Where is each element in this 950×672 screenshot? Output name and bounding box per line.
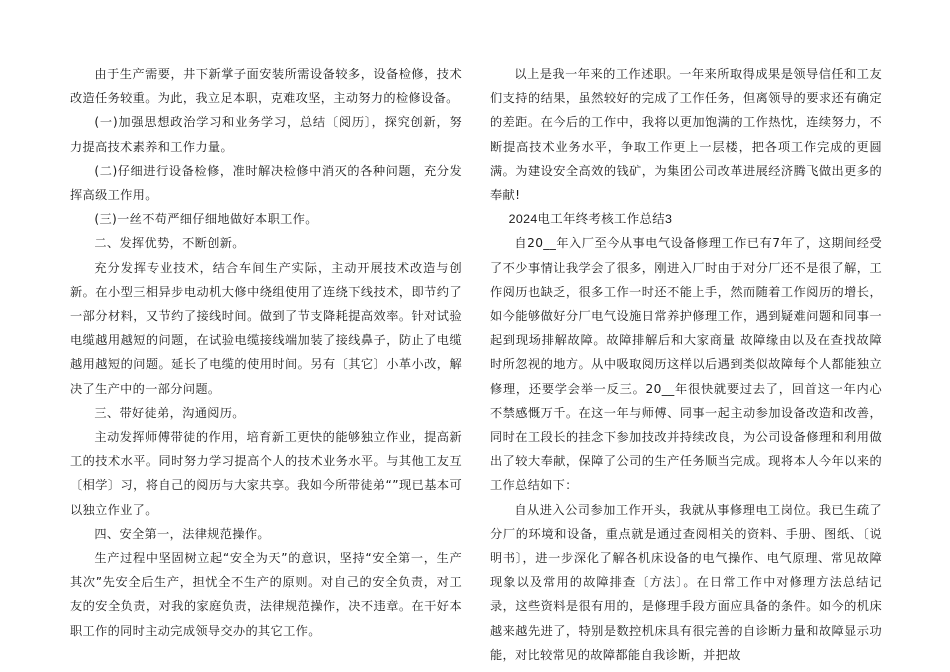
paragraph-summary-intro: 自20__年入厂至今从事电气设备修理工作已有7年了，这期间经受了不少事情让我学会了很多，刚进入厂时由于对分厂还不是很了解，工作阅历也缺乏，很多工作一时还不能上手，然而随着工作阅历的增长，如今能够做好分厂电气设施日常养护修理工作，遇到疑难问题和同事一起到现场排解故障。故障排解后和大家商量 故障缘由以及在查找故障时所忽视的地方。从中吸取阅历这样以后遇到类似故障每个人都能独立修理，还要学会举一反三。20__年很快就要过去了，回首这一年内心不禁感慨万千。在这一年与师傅、同事一起主动参加设备改造和改善，同时在工段长的挂念下参加技改并持续改良，为公司设备修理和利用做出了较大奉献，保障了公司的生产任务顺当完成。现将本人今年以来的工作总结如下：	[490, 236, 882, 493]
section-heading-3: 三、带好徒弟，沟通阅历。	[94, 405, 245, 420]
paragraph-conclusion: 以上是我一年来的工作述职。一年来所取得成果是领导信任和工友们支持的结果，虽然较好的完成了工作任务，但离领导的要求还有确定的差距。在今后的工作中，我将以更加饱满的工作热忱，连续努力，不断提高技术业务水平，争取工作更上一层楼，把各项工作完成的更圆满。为建设安全高效的钱矿，为集团公司改革进展经济腾飞做出更多的奉献!	[490, 67, 882, 203]
paragraph-innovation: 充分发挥专业技术，结合车间生产实际，主动开展技术改造与创新。在小型三相异步电动机大修中绕组使用了连绕下线技术，即节约了一部分材料，又节约了接线时间。做到了节支降耗提高效率。针对试验电缆越用越短的问题，在试验电缆接线端加装了接线鼻子，防止了电缆越用越短的问题。延长了电缆的使用时间。另有〔其它〕小革小改，解决了生产中的一部分问题。	[70, 260, 462, 396]
paragraph-summary-body: 自从进入公司参加工作开头，我就从事修理电工岗位。我已生疏了分厂的环境和设备，重点就是通过查阅相关的资料、手册、图纸、〔说明书〕，进一步深化了解各机床设备的电气操作、电气原理、常见故障现象以及常用的故障排查〔方法〕。在日常工作中对修理方法总结记录，这些资料是很有用的，是修理手段方面应具备的条件。如今的机床越来越先进了，特别是数控机床具有很完善的自诊断力量和故障显示功能，对比较常见的故障都能自我诊断，并把故	[490, 502, 882, 662]
left-column	[70, 62, 462, 643]
section-title: 2024电工年终考核工作总结3	[508, 212, 673, 227]
paragraph-safety: 生产过程中坚固树立起“安全为天”的意识，坚持“安全第一，生产其次”先安全后生产，担忧全不生产的原则。对自己的安全负责，对工友的安全负责，对我的家庭负责，法律规范操作，决不违章。在干好本职工作的同时主动完成领导交办的其它工作。	[70, 551, 462, 638]
paragraph-item-1: (一)加强思想政治学习和业务学习，总结〔阅历〕，探究创新，努力提高技术素养和工作力量。	[70, 115, 462, 154]
paragraph-intro: 由于生产需要，井下新掌子面安装所需设备较多，设备检修，技术改造任务较重。为此，我立足本职，克难攻坚，主动努力的检修设备。	[70, 67, 462, 106]
paragraph-apprentice: 主动发挥师傅带徒的作用，培育新工更快的能够独立作业，提高新工的技术水平。同时努力学习提高个人的技术业务水平。与其他工友互〔相学〕习，将自己的阅历与大家共享。我如今所带徒弟“”现已基本可以独立作业了。	[70, 430, 462, 517]
section-heading-4: 四、安全第一，法律规范操作。	[94, 526, 270, 541]
section-heading-2: 二、发挥优势，不断创新。	[94, 236, 245, 251]
right-column	[490, 62, 882, 667]
paragraph-item-3: (三)一丝不苟严细仔细地做好本职工作。	[94, 212, 318, 227]
paragraph-item-2: (二)仔细进行设备检修，准时解决检修中消灭的各种问题，充分发挥高级工作用。	[70, 163, 462, 203]
